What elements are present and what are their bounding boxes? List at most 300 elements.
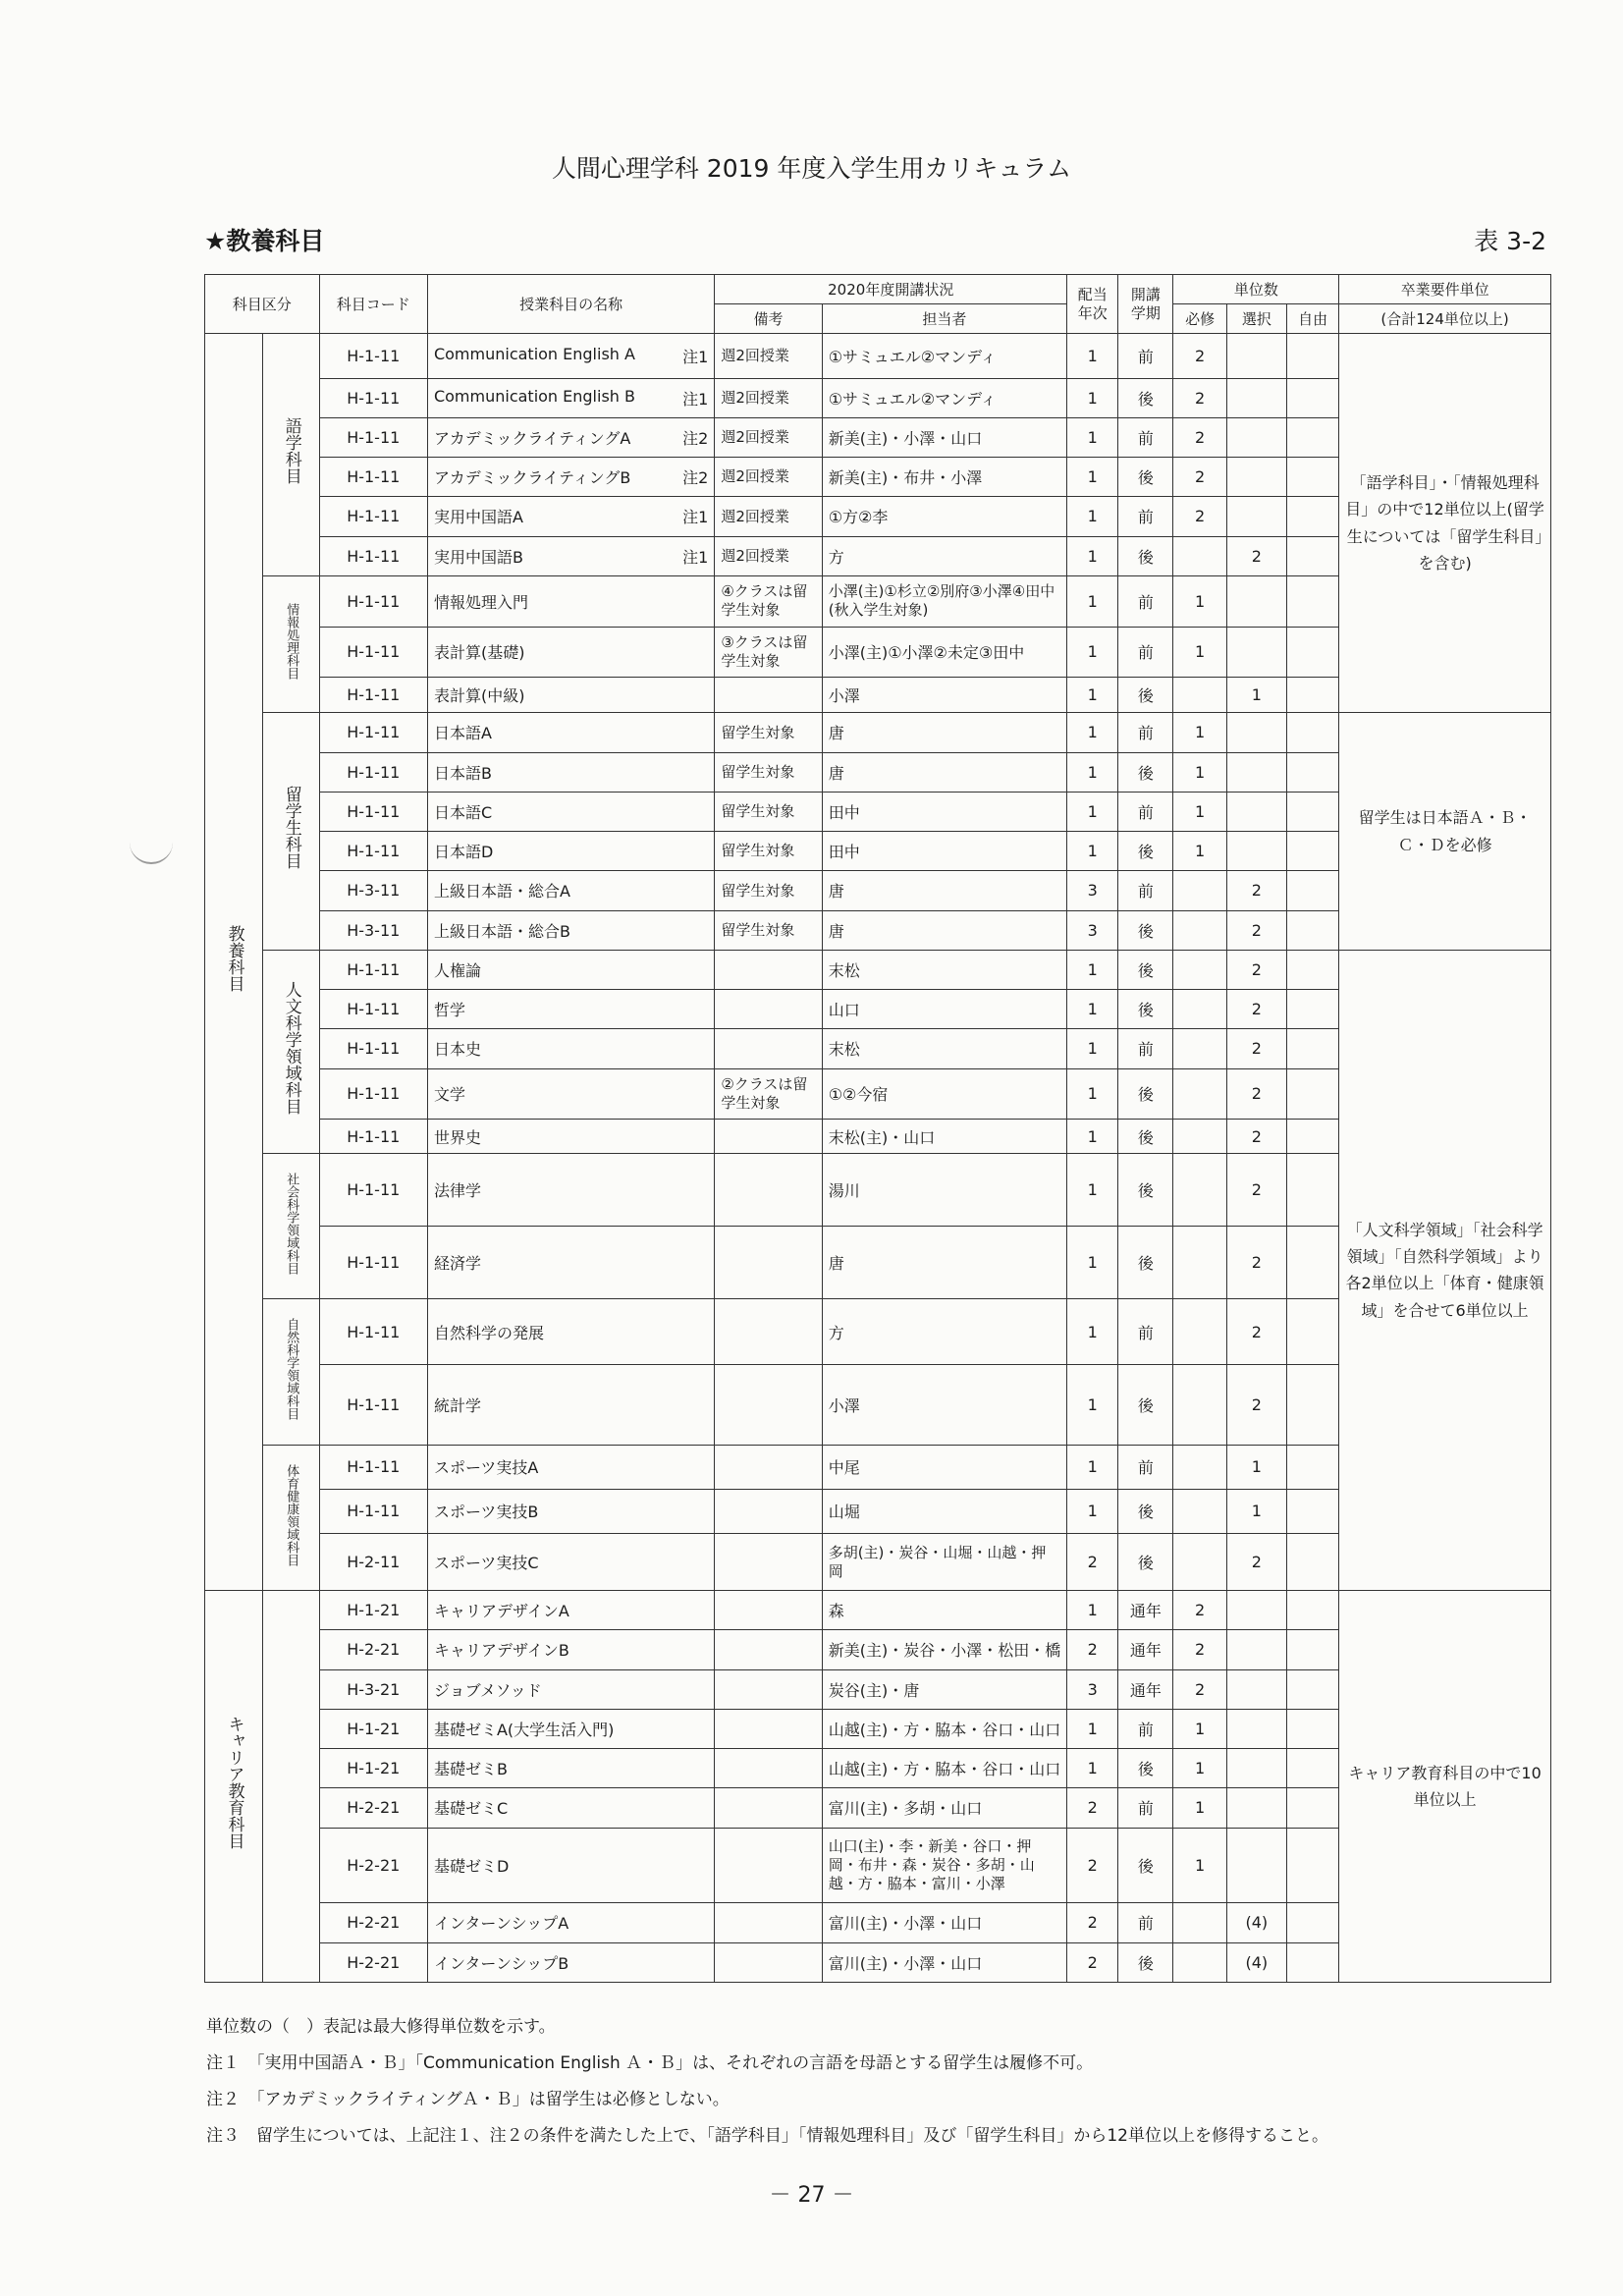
subgroup-taiiku xyxy=(263,1445,319,1590)
credit-required: 1 xyxy=(1173,1749,1226,1788)
course-term: 後 xyxy=(1118,1749,1173,1788)
course-name xyxy=(427,1227,714,1299)
credit-free xyxy=(1286,334,1338,379)
credit-elective xyxy=(1226,334,1286,379)
course-name-text: 自然科学の発展 xyxy=(433,1323,544,1342)
course-term: 通年 xyxy=(1118,1669,1173,1709)
course-term: 後 xyxy=(1118,536,1173,575)
credit-required: 2 xyxy=(1173,458,1226,497)
course-term: 後 xyxy=(1118,1120,1173,1154)
course-instructor: 小澤 xyxy=(822,1364,1066,1445)
credit-required: 1 xyxy=(1173,832,1226,871)
course-code: H-1-11 xyxy=(319,1068,427,1120)
course-year: 1 xyxy=(1067,1227,1118,1299)
table-row xyxy=(205,1591,1551,1630)
credit-elective xyxy=(1226,627,1286,678)
course-name-text: 法律学 xyxy=(433,1181,481,1201)
course-remark: 留学生対象 xyxy=(715,752,822,792)
header-free: 自由 xyxy=(1286,304,1338,334)
course-remark: ④クラスは留学生対象 xyxy=(715,575,822,627)
course-name-wrap xyxy=(434,1251,708,1274)
credit-elective: 2 xyxy=(1226,1299,1286,1364)
course-instructor: 中尾 xyxy=(822,1445,1066,1489)
course-instructor: 小澤(主)①杉立②別府③小澤④田中(秋入学生対象) xyxy=(822,575,1066,627)
course-code: H-1-11 xyxy=(319,792,427,831)
course-term: 前 xyxy=(1118,1788,1173,1828)
course-code: H-1-11 xyxy=(319,1227,427,1299)
course-code: H-1-11 xyxy=(319,1154,427,1227)
credit-elective xyxy=(1226,1669,1286,1709)
course-term: 前 xyxy=(1118,1299,1173,1364)
course-year: 1 xyxy=(1067,792,1118,831)
course-name-text: 実用中国語A xyxy=(433,508,523,527)
credit-free xyxy=(1286,713,1338,752)
course-instructor: ①サミュエル②マンディ xyxy=(822,378,1066,417)
credit-required xyxy=(1173,950,1226,989)
credit-elective: (4) xyxy=(1226,1942,1286,1982)
course-name-wrap xyxy=(434,590,708,613)
course-remark: ②クラスは留学生対象 xyxy=(715,1068,822,1120)
course-code: H-2-21 xyxy=(319,1788,427,1828)
credit-required xyxy=(1173,1445,1226,1489)
credit-required xyxy=(1173,1068,1226,1120)
course-year: 1 xyxy=(1067,713,1118,752)
header-grad: 卒業要件単位 xyxy=(1339,275,1551,304)
course-instructor: 山堀 xyxy=(822,1489,1066,1533)
credit-elective xyxy=(1226,1591,1286,1630)
course-year: 1 xyxy=(1067,990,1118,1029)
course-note: 注2 xyxy=(682,468,709,488)
subgroup-label: 体育健康領域科目 xyxy=(284,1463,299,1566)
credit-elective xyxy=(1226,752,1286,792)
note-line: 単位数の（ ）表記は最大修得単位数を示す。 xyxy=(206,2017,556,2037)
course-year: 3 xyxy=(1067,871,1118,910)
course-name-text: 文学 xyxy=(433,1085,465,1105)
header-instructor: 担当者 xyxy=(822,304,1066,334)
course-name xyxy=(427,536,714,575)
curriculum-table xyxy=(204,274,1551,1983)
course-term: 通年 xyxy=(1118,1630,1173,1669)
credit-elective: 2 xyxy=(1226,1068,1286,1120)
course-year: 1 xyxy=(1067,1299,1118,1364)
credit-elective xyxy=(1226,1749,1286,1788)
course-term: 後 xyxy=(1118,458,1173,497)
course-remark xyxy=(715,1227,822,1299)
course-instructor: 末松 xyxy=(822,1029,1066,1068)
course-remark xyxy=(715,1630,822,1669)
course-term: 後 xyxy=(1118,678,1173,713)
course-name-text: スポーツ実技B xyxy=(433,1503,539,1522)
course-term: 前 xyxy=(1118,871,1173,910)
course-term: 前 xyxy=(1118,1709,1173,1748)
course-year: 1 xyxy=(1067,1489,1118,1533)
course-name-text: 情報処理入門 xyxy=(433,592,528,612)
table-number: 表 3-2 xyxy=(1474,227,1546,255)
course-remark: 週2回授業 xyxy=(715,497,822,536)
course-remark xyxy=(715,990,822,1029)
course-term: 後 xyxy=(1118,378,1173,417)
course-name-text: 哲学 xyxy=(433,1001,465,1020)
course-instructor: 小澤 xyxy=(822,678,1066,713)
course-name-wrap xyxy=(434,465,708,488)
credit-free xyxy=(1286,1669,1338,1709)
course-name xyxy=(427,575,714,627)
course-instructor: 末松 xyxy=(822,950,1066,989)
course-term: 後 xyxy=(1118,910,1173,950)
course-code: H-1-21 xyxy=(319,1749,427,1788)
course-year: 3 xyxy=(1067,910,1118,950)
credit-free xyxy=(1286,1788,1338,1828)
course-name-wrap xyxy=(434,1638,708,1661)
course-name xyxy=(427,1534,714,1591)
header-year: 配当年次 xyxy=(1067,275,1118,334)
course-note: 注1 xyxy=(682,347,709,366)
credit-required xyxy=(1173,1029,1226,1068)
course-name xyxy=(427,417,714,457)
course-name xyxy=(427,713,714,752)
course-name-wrap xyxy=(434,1394,708,1416)
credit-elective: 2 xyxy=(1226,871,1286,910)
course-term: 後 xyxy=(1118,1068,1173,1120)
credit-free xyxy=(1286,1534,1338,1591)
course-year: 1 xyxy=(1067,1709,1118,1748)
course-instructor: 湯川 xyxy=(822,1154,1066,1227)
course-remark xyxy=(715,1364,822,1445)
credit-free xyxy=(1286,792,1338,831)
credit-free xyxy=(1286,417,1338,457)
course-name xyxy=(427,627,714,678)
subgroup-joho xyxy=(263,575,319,713)
credit-elective xyxy=(1226,378,1286,417)
course-name-text: キャリアデザインB xyxy=(433,1641,569,1661)
course-year: 1 xyxy=(1067,627,1118,678)
course-term: 後 xyxy=(1118,1828,1173,1903)
course-name xyxy=(427,1299,714,1364)
course-name-text: 基礎ゼミC xyxy=(433,1799,509,1819)
credit-required: 2 xyxy=(1173,1669,1226,1709)
credit-free xyxy=(1286,1299,1338,1364)
course-name-wrap xyxy=(434,998,708,1020)
course-name-wrap xyxy=(434,505,708,527)
course-remark: 留学生対象 xyxy=(715,910,822,950)
credit-elective: 2 xyxy=(1226,1029,1286,1068)
course-code: H-2-21 xyxy=(319,1828,427,1903)
course-remark xyxy=(715,1534,822,1591)
credit-required xyxy=(1173,536,1226,575)
course-code: H-2-21 xyxy=(319,1630,427,1669)
course-instructor: 唐 xyxy=(822,910,1066,950)
course-term: 後 xyxy=(1118,832,1173,871)
credit-free xyxy=(1286,1227,1338,1299)
grad-requirement-gogaku: 「語学科目」・「情報処理科目」の中で12単位以上(留学生については「留学生科目」を含む) xyxy=(1339,334,1551,713)
course-name-text: アカデミックライティングB xyxy=(433,468,631,488)
course-term: 前 xyxy=(1118,1029,1173,1068)
credit-required xyxy=(1173,1534,1226,1591)
course-name-wrap xyxy=(434,879,708,902)
course-name-text: 上級日本語・総合A xyxy=(433,882,570,902)
course-remark xyxy=(715,1489,822,1533)
course-code: H-2-11 xyxy=(319,1534,427,1591)
credit-free xyxy=(1286,627,1338,678)
credit-free xyxy=(1286,1903,1338,1942)
course-name xyxy=(427,1445,714,1489)
credit-elective xyxy=(1226,713,1286,752)
course-name-text: 基礎ゼミA(大学生活入門) xyxy=(433,1720,615,1739)
course-name-text: ジョブメソッド xyxy=(433,1680,542,1700)
course-instructor: 山口 xyxy=(822,990,1066,1029)
course-instructor: ①サミュエル②マンディ xyxy=(822,334,1066,379)
credit-elective: 1 xyxy=(1226,1445,1286,1489)
credit-free xyxy=(1286,1942,1338,1982)
credit-elective: 2 xyxy=(1226,1120,1286,1154)
course-year: 1 xyxy=(1067,1068,1118,1120)
course-name-wrap xyxy=(434,345,708,367)
subgroup-label: 留学生科目 xyxy=(281,786,301,870)
header-term: 開講学期 xyxy=(1118,275,1173,334)
course-name xyxy=(427,334,714,379)
course-year: 1 xyxy=(1067,1364,1118,1445)
course-year: 2 xyxy=(1067,1903,1118,1942)
course-code: H-1-11 xyxy=(319,536,427,575)
course-note: 注1 xyxy=(682,508,709,527)
course-name-text: インターンシップA xyxy=(433,1914,569,1934)
credit-required: 1 xyxy=(1173,575,1226,627)
course-name-wrap xyxy=(434,958,708,981)
course-code: H-2-21 xyxy=(319,1942,427,1982)
course-instructor: 山口(主)・李・新美・谷口・押岡・布井・森・炭谷・多胡・山越・方・脇本・富川・小澤 xyxy=(822,1828,1066,1903)
credit-elective: 2 xyxy=(1226,1534,1286,1591)
course-remark xyxy=(715,1445,822,1489)
credit-free xyxy=(1286,458,1338,497)
course-remark xyxy=(715,1788,822,1828)
credit-required: 2 xyxy=(1173,334,1226,379)
course-name-wrap xyxy=(434,919,708,942)
course-year: 1 xyxy=(1067,678,1118,713)
credit-required: 1 xyxy=(1173,752,1226,792)
course-instructor: 方 xyxy=(822,536,1066,575)
grad-requirement-ryugaku: 留学生は日本語Ａ・Ｂ・Ｃ・Ｄを必修 xyxy=(1339,713,1551,951)
course-name-text: スポーツ実技C xyxy=(433,1554,539,1573)
course-name xyxy=(427,1903,714,1942)
course-year: 1 xyxy=(1067,1154,1118,1227)
course-code: H-2-21 xyxy=(319,1903,427,1942)
course-name-text: 日本史 xyxy=(433,1040,481,1060)
credit-elective xyxy=(1226,575,1286,627)
credit-elective xyxy=(1226,458,1286,497)
course-year: 1 xyxy=(1067,950,1118,989)
credit-free xyxy=(1286,378,1338,417)
course-term: 前 xyxy=(1118,792,1173,831)
course-instructor: 小澤(主)①小澤②未定③田中 xyxy=(822,627,1066,678)
course-term: 前 xyxy=(1118,334,1173,379)
course-name-text: スポーツ実技A xyxy=(433,1458,539,1478)
course-instructor: 新美(主)・炭谷・小澤・松田・橋 xyxy=(822,1630,1066,1669)
course-instructor: 新美(主)・小澤・山口 xyxy=(822,417,1066,457)
credit-required: 2 xyxy=(1173,497,1226,536)
course-name-wrap xyxy=(434,1551,708,1573)
subgroup-shizen xyxy=(263,1299,319,1445)
credit-free xyxy=(1286,1154,1338,1227)
credit-required xyxy=(1173,1364,1226,1445)
credit-required xyxy=(1173,1120,1226,1154)
course-instructor: 唐 xyxy=(822,871,1066,910)
group-label: 教養科目 xyxy=(224,924,244,992)
course-instructor: 方 xyxy=(822,1299,1066,1364)
course-name-text: アカデミックライティングA xyxy=(433,428,631,448)
course-code: H-1-21 xyxy=(319,1709,427,1748)
course-remark xyxy=(715,1591,822,1630)
course-name xyxy=(427,1828,714,1903)
course-remark xyxy=(715,1749,822,1788)
table-row xyxy=(205,334,1551,379)
credit-elective: 1 xyxy=(1226,1489,1286,1533)
credit-elective: 2 xyxy=(1226,1154,1286,1227)
course-name-text: 基礎ゼミD xyxy=(433,1856,510,1876)
course-term: 後 xyxy=(1118,752,1173,792)
course-instructor: 炭谷(主)・唐 xyxy=(822,1669,1066,1709)
course-code: H-3-11 xyxy=(319,871,427,910)
course-term: 前 xyxy=(1118,1903,1173,1942)
course-name xyxy=(427,1029,714,1068)
course-name-wrap xyxy=(434,640,708,663)
course-term: 前 xyxy=(1118,417,1173,457)
course-term: 後 xyxy=(1118,990,1173,1029)
course-name-text: 統計学 xyxy=(433,1395,481,1415)
course-term: 後 xyxy=(1118,1489,1173,1533)
course-remark xyxy=(715,1828,822,1903)
course-name xyxy=(427,1630,714,1669)
credit-required: 1 xyxy=(1173,792,1226,831)
course-name xyxy=(427,950,714,989)
course-year: 1 xyxy=(1067,536,1118,575)
credit-free xyxy=(1286,950,1338,989)
course-remark xyxy=(715,678,822,713)
course-code: H-1-11 xyxy=(319,378,427,417)
course-year: 1 xyxy=(1067,575,1118,627)
course-name xyxy=(427,378,714,417)
course-name xyxy=(427,1669,714,1709)
course-name-wrap xyxy=(434,1455,708,1478)
course-name-text: Communication English B xyxy=(433,386,635,406)
course-instructor: ①方②李 xyxy=(822,497,1066,536)
course-code: H-1-11 xyxy=(319,627,427,678)
header-credits: 単位数 xyxy=(1173,275,1339,304)
course-code: H-1-11 xyxy=(319,1120,427,1154)
course-name xyxy=(427,1154,714,1227)
course-remark: 週2回授業 xyxy=(715,458,822,497)
course-name-wrap xyxy=(434,1911,708,1934)
header-status-2020: 2020年度開講状況 xyxy=(715,275,1067,304)
course-name-wrap xyxy=(434,1854,708,1877)
credit-elective: 2 xyxy=(1226,910,1286,950)
course-instructor: ①②今宿 xyxy=(822,1068,1066,1120)
credit-elective xyxy=(1226,497,1286,536)
credit-required: 2 xyxy=(1173,378,1226,417)
credit-free xyxy=(1286,990,1338,1029)
course-term: 後 xyxy=(1118,1154,1173,1227)
course-name-text: 表計算(基礎) xyxy=(433,643,525,663)
credit-elective: 2 xyxy=(1226,1227,1286,1299)
course-name-text: 日本語B xyxy=(433,763,492,783)
note-line: 注２ 「アカデミックライティングＡ・Ｂ」は留学生は必修としない。 xyxy=(206,2090,730,2109)
course-instructor: 田中 xyxy=(822,832,1066,871)
course-name-wrap xyxy=(434,1951,708,1974)
course-remark: ③クラスは留学生対象 xyxy=(715,627,822,678)
course-name-wrap xyxy=(434,1757,708,1779)
header-name: 授業科目の名称 xyxy=(427,275,714,334)
course-name xyxy=(427,458,714,497)
credit-required: 1 xyxy=(1173,627,1226,678)
course-year: 1 xyxy=(1067,752,1118,792)
credit-elective xyxy=(1226,1828,1286,1903)
course-remark: 留学生対象 xyxy=(715,832,822,871)
credit-free xyxy=(1286,1364,1338,1445)
course-instructor: 新美(主)・布井・小澤 xyxy=(822,458,1066,497)
subgroup-label: 人文科学領域科目 xyxy=(281,981,301,1116)
course-code: H-1-11 xyxy=(319,497,427,536)
course-term: 前 xyxy=(1118,575,1173,627)
course-name-text: 日本語D xyxy=(433,843,494,862)
credit-required xyxy=(1173,1489,1226,1533)
credit-free xyxy=(1286,910,1338,950)
course-year: 1 xyxy=(1067,1591,1118,1630)
course-instructor: 唐 xyxy=(822,752,1066,792)
course-name-text: 経済学 xyxy=(433,1254,481,1274)
course-year: 1 xyxy=(1067,1120,1118,1154)
course-remark: 週2回授業 xyxy=(715,334,822,379)
course-name-wrap xyxy=(434,1796,708,1819)
course-year: 1 xyxy=(1067,458,1118,497)
credit-required: 1 xyxy=(1173,1828,1226,1903)
course-term: 後 xyxy=(1118,1227,1173,1299)
footnotes xyxy=(206,2009,1581,2155)
header-category: 科目区分 xyxy=(205,275,320,334)
course-term: 前 xyxy=(1118,713,1173,752)
course-remark xyxy=(715,950,822,989)
course-instructor: 唐 xyxy=(822,1227,1066,1299)
course-name xyxy=(427,832,714,871)
credit-free xyxy=(1286,1445,1338,1489)
course-code: H-1-11 xyxy=(319,990,427,1029)
course-name xyxy=(427,792,714,831)
course-instructor: 森 xyxy=(822,1591,1066,1630)
course-instructor: 山越(主)・方・脇本・谷口・山口 xyxy=(822,1749,1066,1788)
credit-elective xyxy=(1226,1709,1286,1748)
course-name xyxy=(427,678,714,713)
credit-required: 2 xyxy=(1173,417,1226,457)
course-code: H-1-11 xyxy=(319,458,427,497)
course-name xyxy=(427,752,714,792)
subgroup-jinbun xyxy=(263,950,319,1153)
course-name-wrap xyxy=(434,387,708,410)
course-name-wrap xyxy=(434,800,708,823)
course-year: 2 xyxy=(1067,1788,1118,1828)
course-name xyxy=(427,1364,714,1445)
credit-required xyxy=(1173,1903,1226,1942)
grad-requirement-career: キャリア教育科目の中で10単位以上 xyxy=(1339,1591,1551,1983)
course-name-text: 人権論 xyxy=(433,960,481,980)
group-career xyxy=(205,1591,263,1983)
course-code: H-1-11 xyxy=(319,832,427,871)
credit-required xyxy=(1173,910,1226,950)
course-code: H-1-11 xyxy=(319,1299,427,1364)
course-remark: 留学生対象 xyxy=(715,713,822,752)
credit-elective xyxy=(1226,792,1286,831)
course-year: 1 xyxy=(1067,334,1118,379)
subgroup-label: 情報処理科目 xyxy=(284,603,299,681)
group-kyoyo xyxy=(205,334,263,1591)
course-name-text: 世界史 xyxy=(433,1127,481,1147)
